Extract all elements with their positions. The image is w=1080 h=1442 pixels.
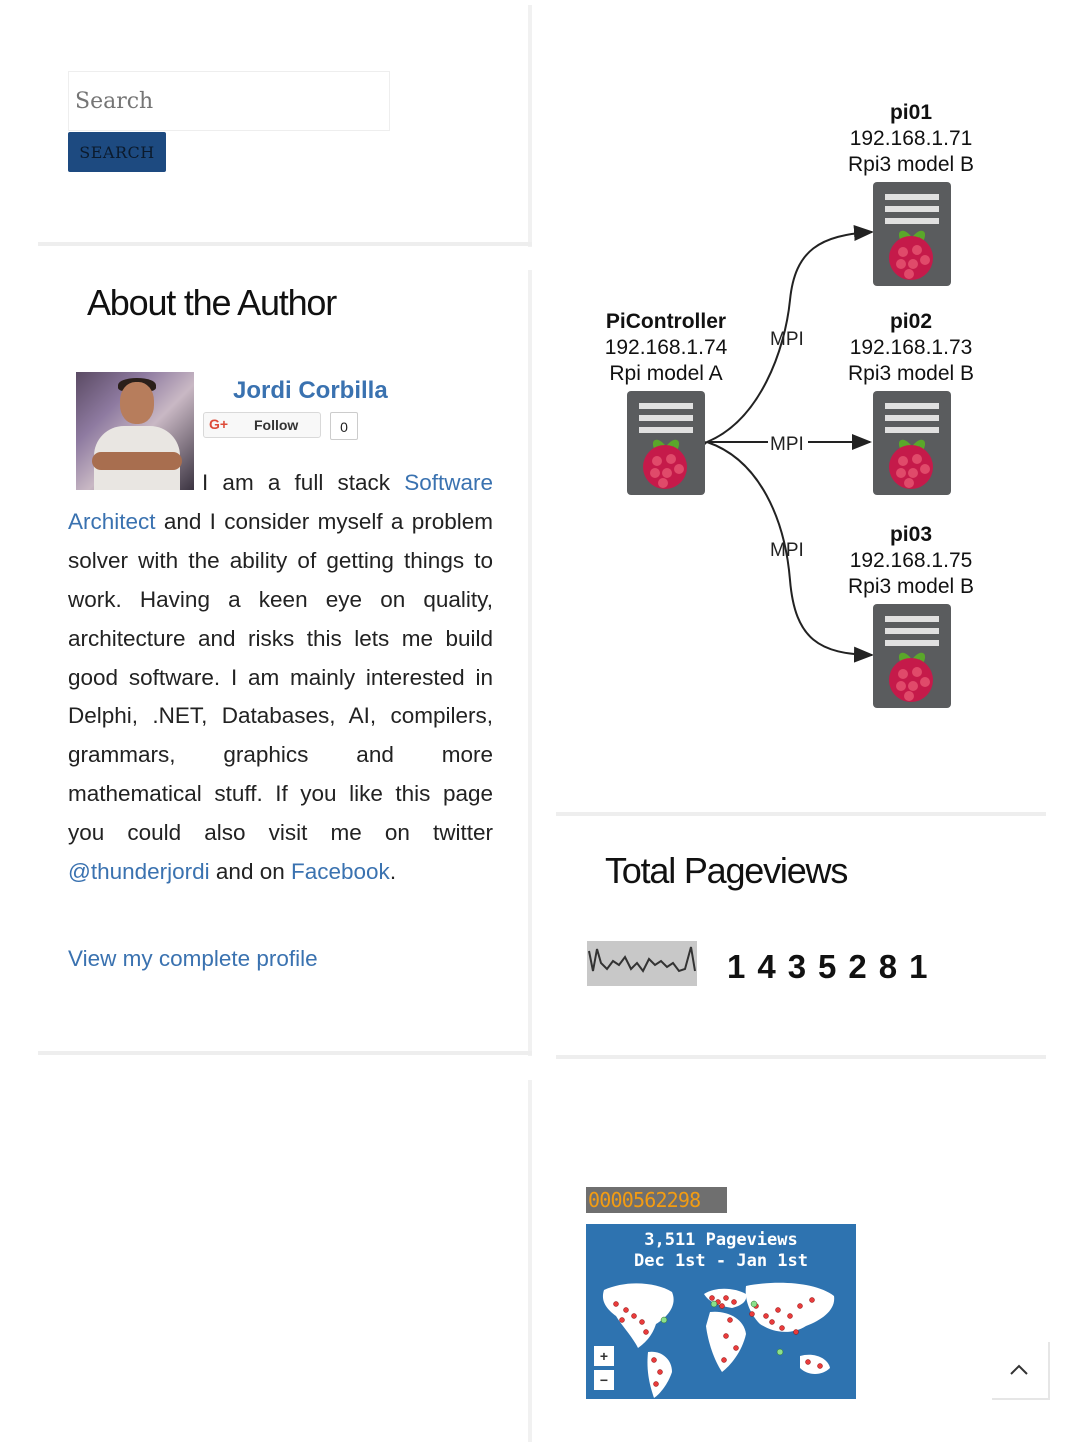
- panel-divider: [38, 242, 532, 246]
- pageviews-total: 1435281: [727, 948, 940, 985]
- pi02-server-icon: [873, 391, 951, 495]
- pi03-server-icon: [873, 604, 951, 708]
- node-name: pi02: [889, 310, 933, 333]
- node-ip: 192.168.1.71: [849, 127, 973, 150]
- node-model: Rpi3 model B: [847, 153, 975, 176]
- edge-label: MPI: [770, 540, 804, 561]
- pi01-server-icon: [873, 182, 951, 286]
- about-title: About the Author: [87, 282, 337, 323]
- pageviews-sparkline: [587, 941, 697, 986]
- map-zoom-out-button[interactable]: −: [594, 1370, 614, 1390]
- map-title: 3,511 Pageviews: [644, 1230, 798, 1250]
- node-name: pi03: [889, 523, 933, 546]
- controller-name: PiController: [605, 310, 727, 333]
- gplus-follow-button[interactable]: [203, 412, 321, 438]
- hit-counter[interactable]: 0000562298: [586, 1187, 727, 1213]
- panel-divider: [556, 812, 1046, 816]
- panel-divider: [38, 1051, 532, 1055]
- controller-model: Rpi model A: [609, 362, 723, 385]
- node-model: Rpi3 model B: [847, 362, 975, 385]
- world-map: [586, 1276, 856, 1399]
- back-to-top-button[interactable]: [990, 1340, 1048, 1398]
- map-zoom-in-button[interactable]: +: [594, 1346, 614, 1366]
- twitter-link[interactable]: @thunderjordi: [68, 859, 210, 885]
- search-button[interactable]: SEARCH: [68, 132, 166, 172]
- panel-divider: [556, 1055, 1046, 1059]
- panel-edge: [528, 270, 532, 1056]
- google-plus-icon: G+: [209, 416, 229, 432]
- software-architect-link[interactable]: Software Architect: [68, 470, 493, 534]
- follow-label: Follow: [254, 417, 299, 433]
- author-bio: I am a full stack Software Architect and I consider myself a problem solver with the ability of getting things to work. Having a keen eye on quality, architecture and risks this lets me build good software. I am mainly interested in Delphi, .NET, Databases, AI, compilers, grammars, graphics and more mathematical stuff. If you like this page you could also visit me on twitter @thunderjordi and on Facebook.: [68, 470, 493, 885]
- node-model: Rpi3 model B: [847, 575, 975, 598]
- node-ip: 192.168.1.75: [849, 549, 973, 572]
- edge-label: MPI: [770, 329, 804, 350]
- panel-edge: [528, 5, 532, 247]
- edge-label: MPI: [770, 434, 804, 455]
- node-name: pi01: [889, 101, 933, 124]
- chevron-up-icon: [1008, 1362, 1030, 1376]
- pageviews-title: Total Pageviews: [605, 850, 848, 891]
- cluster-diagram: [556, 80, 1046, 720]
- follower-count: 0: [330, 412, 358, 440]
- panel-edge: [528, 1080, 532, 1442]
- map-date-range: Dec 1st - Jan 1st: [634, 1251, 808, 1271]
- controller-ip: 192.168.1.74: [604, 336, 728, 359]
- view-profile-link[interactable]: View my complete profile: [68, 946, 318, 971]
- author-name-link[interactable]: Jordi Corbilla: [233, 377, 388, 404]
- facebook-link[interactable]: Facebook: [291, 859, 390, 885]
- controller-server-icon: [627, 391, 705, 495]
- visitor-map[interactable]: [586, 1224, 856, 1399]
- search-input[interactable]: [68, 71, 390, 131]
- node-ip: 192.168.1.73: [849, 336, 973, 359]
